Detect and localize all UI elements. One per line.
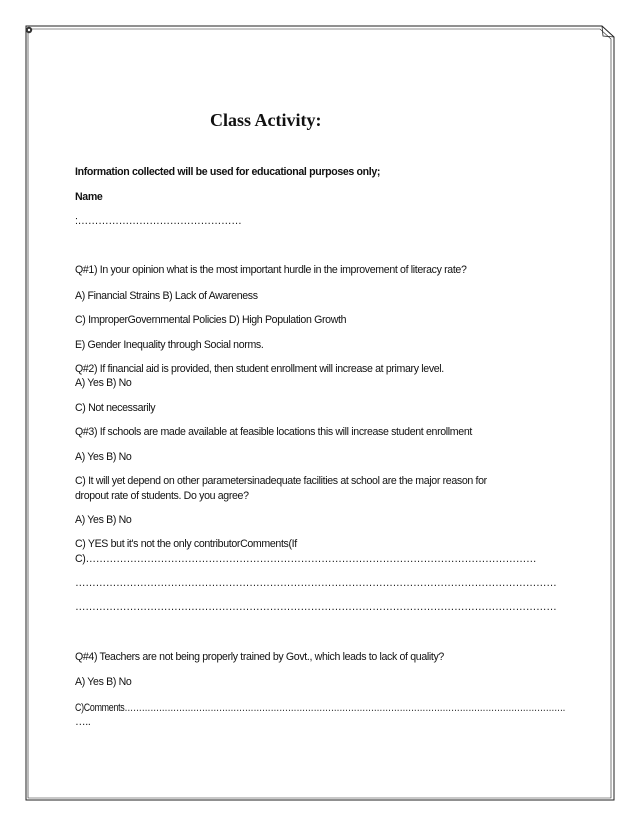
- q1-options-3: E) Gender Inequality through Social norms.: [75, 339, 264, 351]
- q3-comment-line-3[interactable]: ……………………………………………………………………………………………………………………………: [75, 601, 557, 613]
- q3-comment-line-2[interactable]: ……………………………………………………………………………………………………………………………: [75, 577, 557, 589]
- intro-text: Information collected will be used for educational purposes only;: [75, 166, 381, 178]
- name-label: Name: [75, 191, 103, 203]
- q4-comment-line-2[interactable]: …..: [75, 716, 91, 728]
- q4-comment-line-1[interactable]: C)Comments……………………………………………………………………………………………………………………………………….: [75, 702, 565, 714]
- q2-question: Q#2) If financial aid is provided, then student enrollment will increase at primary level.: [75, 363, 444, 375]
- corner-mark-icon: [26, 27, 32, 33]
- page-title: Class Activity:: [210, 110, 322, 130]
- q3-statement-2: dropout rate of students. Do you agree?: [75, 490, 249, 502]
- q3-comment-line-1[interactable]: C)……………………………………………………………………………………………………………………: [75, 553, 537, 565]
- q1-options-1: A) Financial Strains B) Lack of Awareness: [75, 290, 258, 302]
- name-field[interactable]: :…………………………………………: [75, 215, 242, 227]
- q1-options-2: C) ImproperGovernmental Policies D) High Population Growth: [75, 314, 347, 326]
- q3-options-3: C) YES but it's not the only contributorComments(If: [75, 538, 297, 550]
- q2-options-2: C) Not necessarily: [75, 402, 156, 414]
- q3-options-1: A) Yes B) No: [75, 451, 132, 463]
- q3-options-2: A) Yes B) No: [75, 514, 132, 526]
- q2-options-1: A) Yes B) No: [75, 377, 132, 389]
- q4-question: Q#4) Teachers are not being properly trained by Govt., which leads to lack of quality?: [75, 651, 444, 663]
- q4-options-1: A) Yes B) No: [75, 676, 132, 688]
- q3-statement-1: C) It will yet depend on other parametersinadequate facilities at school are the major reason for: [75, 475, 487, 487]
- q1-question: Q#1) In your opinion what is the most important hurdle in the improvement of literacy rate?: [75, 264, 467, 276]
- q3-question: Q#3) If schools are made available at feasible locations this will increase student enrollment: [75, 426, 472, 438]
